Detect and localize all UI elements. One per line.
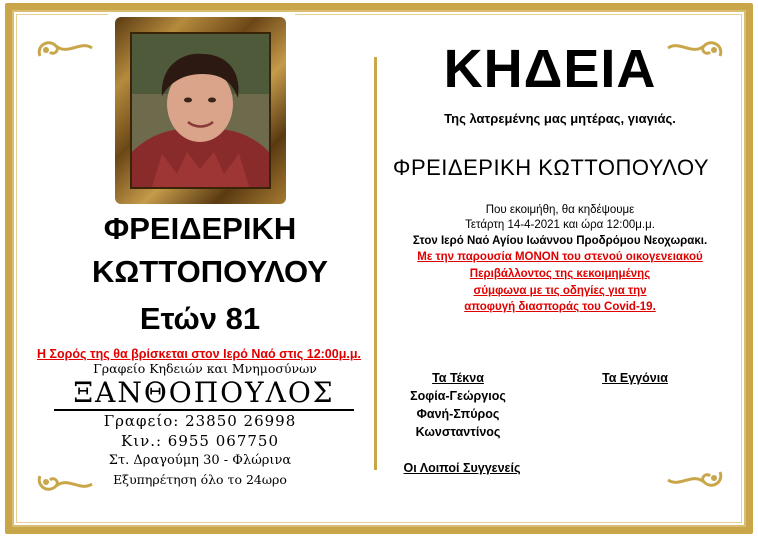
child-name: Κωνσταντίνος	[415, 425, 501, 439]
notice-line: Που εκοιμήθη, θα κηδέψουμε	[485, 204, 635, 216]
funeral-office-name: ΞΑΝΘΟΠΟΥΛΟΣ	[54, 377, 354, 411]
deceased-age: Ετών 81	[139, 301, 261, 336]
child-name: Φανή-Σπύρος	[416, 407, 500, 421]
notice-intro: Της λατρεμένης μας μητέρας, γιαγιάς.	[444, 111, 676, 126]
funeral-office-tagline: Γραφείο Κηδειών και Μνημοσύνων	[93, 361, 317, 376]
covid-line: Με την παρουσία ΜΟΝΟΝ του στενού οικογενειακού	[417, 251, 703, 263]
covid-line: Περιβάλλοντος της κεκοιμημένης	[469, 268, 651, 280]
column-divider	[374, 57, 377, 470]
deceased-first-name: ΦΡΕΙΔΕΡΙΚΗ	[103, 211, 297, 246]
office-address: Στ. Δραγούμη 30 - Φλώρινα	[108, 453, 292, 468]
notice-line: Τετάρτη 14-4-2021 και ώρα 12:00μ.μ.	[465, 219, 655, 231]
corner-ornament-top-left	[34, 36, 96, 64]
covid-line: αποφυγή διασποράς του Covid-19.	[464, 301, 656, 313]
portrait-photo	[130, 32, 271, 189]
notice-heading: ΚΗΔΕΙΑ	[443, 39, 657, 99]
relatives-heading: Οι Λοιποί Συγγενείς	[403, 461, 521, 475]
child-name: Σοφία-Γεώργιος	[410, 389, 506, 403]
deceased-last-name: ΚΩΤΤΟΠΟΥΛΟΥ	[92, 254, 328, 289]
corner-ornament-bottom-right	[664, 464, 726, 492]
notice-full-name: ΦΡΕΙΔΕΡΙΚΗ ΚΩΤΤΟΠΟΥΛΟΥ	[392, 155, 710, 180]
service-hours: Εξυπηρέτηση όλο το 24ωρο	[113, 472, 287, 487]
mobile-phone: Κιν.: 6955 067750	[121, 432, 279, 450]
grandchildren-heading: Τα Εγγόνια	[602, 371, 668, 385]
children-heading: Τα Τέκνα	[432, 371, 484, 385]
covid-line: σύμφωνα με τις οδηγίες για την	[473, 285, 647, 297]
office-phone: Γραφείο: 23850 26998	[103, 412, 297, 430]
coffin-note: Η Σορός της θα βρίσκεται στον Ιερό Ναό στις 12:00μ.μ.	[37, 347, 361, 361]
notice-line: Στον Ιερό Ναό Αγίου Ιωάννου Προδρόμου Νεοχωρακι.	[412, 235, 708, 247]
